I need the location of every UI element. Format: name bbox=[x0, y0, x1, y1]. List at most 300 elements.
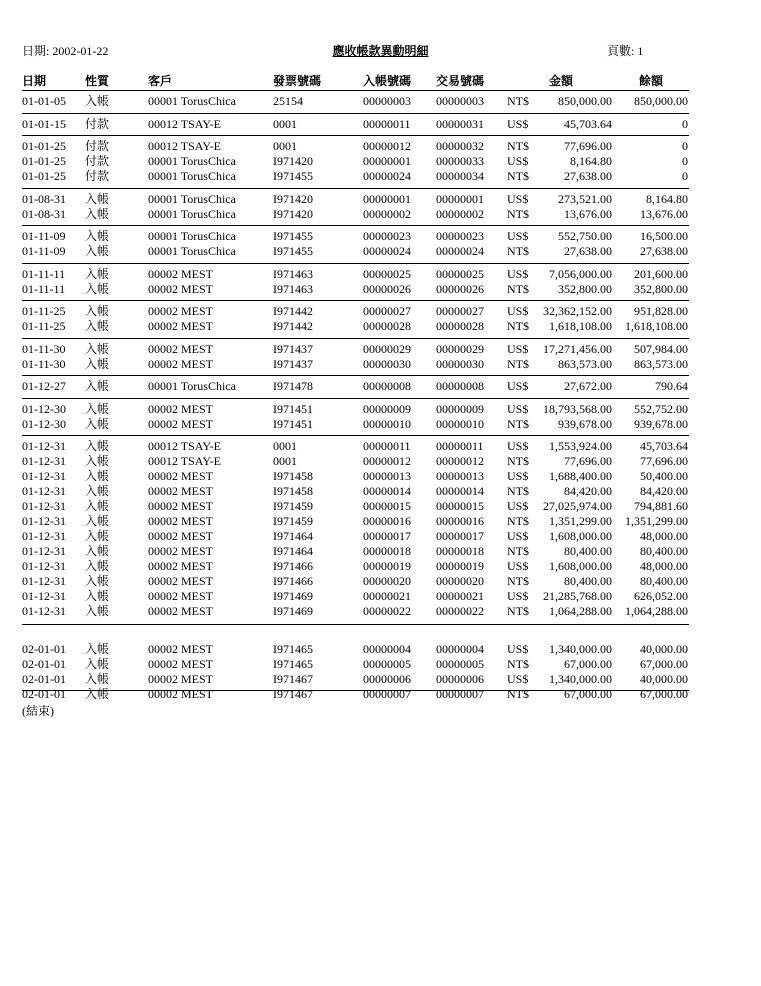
row-amount: 1,688,400.00 bbox=[549, 469, 612, 483]
row-date: 01-11-30 bbox=[22, 357, 66, 371]
row-currency: US$ bbox=[507, 267, 529, 281]
row-date: 01-08-31 bbox=[22, 207, 66, 221]
row-customer: 00002 MEST bbox=[148, 687, 214, 701]
row-date: 01-12-31 bbox=[22, 454, 66, 468]
row-type: 入帳 bbox=[85, 319, 110, 333]
column-header-amount: 金額 bbox=[549, 74, 574, 88]
row-invoice-no: 0001 bbox=[273, 139, 297, 153]
row-date: 01-11-25 bbox=[22, 304, 66, 318]
row-invoice-no: 0001 bbox=[273, 439, 297, 453]
row-entry-no: 00000010 bbox=[363, 417, 411, 431]
row-customer: 00001 TorusChica bbox=[148, 207, 236, 221]
row-date: 01-12-31 bbox=[22, 559, 66, 573]
table-row bbox=[0, 117, 761, 132]
row-transaction-no: 00000002 bbox=[436, 207, 484, 221]
table-row bbox=[0, 672, 761, 687]
header-divider bbox=[22, 90, 689, 91]
row-invoice-no: I971420 bbox=[273, 192, 313, 206]
row-transaction-no: 00000018 bbox=[436, 544, 484, 558]
row-entry-no: 00000023 bbox=[363, 229, 411, 243]
row-type: 入帳 bbox=[85, 342, 110, 356]
row-invoice-no: I971458 bbox=[273, 484, 313, 498]
row-transaction-no: 00000026 bbox=[436, 282, 484, 296]
row-amount: 21,285,768.00 bbox=[543, 589, 612, 603]
column-header-entry-no: 入帳號碼 bbox=[363, 74, 412, 88]
row-entry-no: 00000008 bbox=[363, 379, 411, 393]
row-transaction-no: 00000011 bbox=[436, 439, 484, 453]
row-transaction-no: 00000014 bbox=[436, 484, 484, 498]
row-transaction-no: 00000001 bbox=[436, 192, 484, 206]
row-date: 01-12-31 bbox=[22, 574, 66, 588]
row-date: 01-12-31 bbox=[22, 514, 66, 528]
row-customer: 00002 MEST bbox=[148, 469, 214, 483]
table-row bbox=[0, 454, 761, 469]
row-amount: 77,696.00 bbox=[564, 139, 612, 153]
row-amount: 45,703.64 bbox=[564, 117, 612, 131]
row-amount: 27,025,974.00 bbox=[543, 499, 612, 513]
row-type: 入帳 bbox=[85, 207, 110, 221]
row-invoice-no: I971466 bbox=[273, 574, 313, 588]
row-entry-no: 00000021 bbox=[363, 589, 411, 603]
row-customer: 00012 TSAY-E bbox=[148, 454, 222, 468]
table-row bbox=[0, 469, 761, 484]
row-customer: 00002 MEST bbox=[148, 529, 214, 543]
row-transaction-no: 00000009 bbox=[436, 402, 484, 416]
row-transaction-no: 00000023 bbox=[436, 229, 484, 243]
row-invoice-no: I971451 bbox=[273, 417, 313, 431]
row-transaction-no: 00000016 bbox=[436, 514, 484, 528]
column-header-type: 性質 bbox=[85, 74, 110, 88]
row-entry-no: 00000002 bbox=[363, 207, 411, 221]
row-date: 01-08-31 bbox=[22, 192, 66, 206]
row-type: 入帳 bbox=[85, 282, 110, 296]
row-currency: US$ bbox=[507, 439, 529, 453]
row-amount: 13,676.00 bbox=[564, 207, 612, 221]
row-date: 01-12-31 bbox=[22, 604, 66, 618]
row-date: 01-01-25 bbox=[22, 139, 66, 153]
row-date: 02-01-01 bbox=[22, 687, 66, 701]
row-invoice-no: I971478 bbox=[273, 379, 313, 393]
report-title: 應收帳款異動明細 bbox=[332, 44, 429, 58]
row-currency: US$ bbox=[507, 589, 529, 603]
row-customer: 00012 TSAY-E bbox=[148, 117, 222, 131]
row-currency: NT$ bbox=[507, 484, 529, 498]
row-amount: 1,608,000.00 bbox=[549, 559, 612, 573]
row-invoice-no: I971469 bbox=[273, 604, 313, 618]
row-balance: 0 bbox=[682, 169, 688, 183]
row-currency: US$ bbox=[507, 379, 529, 393]
row-invoice-no: I971469 bbox=[273, 589, 313, 603]
row-date: 01-12-31 bbox=[22, 484, 66, 498]
row-invoice-no: I971467 bbox=[273, 687, 313, 701]
row-amount: 552,750.00 bbox=[558, 229, 612, 243]
row-transaction-no: 00000021 bbox=[436, 589, 484, 603]
row-currency: US$ bbox=[507, 402, 529, 416]
row-entry-no: 00000027 bbox=[363, 304, 411, 318]
row-transaction-no: 00000027 bbox=[436, 304, 484, 318]
row-entry-no: 00000016 bbox=[363, 514, 411, 528]
table-row bbox=[0, 544, 761, 559]
row-balance: 790.64 bbox=[655, 379, 688, 393]
table-row bbox=[0, 207, 761, 222]
row-type: 付款 bbox=[85, 117, 110, 131]
row-entry-no: 00000005 bbox=[363, 657, 411, 671]
row-customer: 00002 MEST bbox=[148, 357, 214, 371]
table-row bbox=[0, 94, 761, 109]
row-currency: US$ bbox=[507, 342, 529, 356]
row-balance: 1,618,108.00 bbox=[625, 319, 688, 333]
row-type: 付款 bbox=[85, 169, 110, 183]
row-date: 01-11-30 bbox=[22, 342, 66, 356]
row-transaction-no: 00000012 bbox=[436, 454, 484, 468]
row-amount: 84,420.00 bbox=[564, 484, 612, 498]
table-row bbox=[0, 192, 761, 207]
row-date: 01-12-31 bbox=[22, 499, 66, 513]
row-invoice-no: I971437 bbox=[273, 342, 313, 356]
row-amount: 27,672.00 bbox=[564, 379, 612, 393]
row-currency: NT$ bbox=[507, 454, 529, 468]
table-row bbox=[0, 417, 761, 432]
table-row bbox=[0, 559, 761, 574]
row-currency: NT$ bbox=[507, 139, 529, 153]
column-header-customer: 客戶 bbox=[148, 74, 173, 88]
row-type: 入帳 bbox=[85, 687, 110, 701]
row-balance: 552,752.00 bbox=[634, 402, 688, 416]
row-invoice-no: I971458 bbox=[273, 469, 313, 483]
row-date: 01-11-11 bbox=[22, 282, 66, 296]
row-entry-no: 00000020 bbox=[363, 574, 411, 588]
row-currency: US$ bbox=[507, 529, 529, 543]
row-type: 入帳 bbox=[85, 589, 110, 603]
row-entry-no: 00000018 bbox=[363, 544, 411, 558]
row-entry-no: 00000001 bbox=[363, 154, 411, 168]
row-transaction-no: 00000024 bbox=[436, 244, 484, 258]
row-amount: 1,553,924.00 bbox=[549, 439, 612, 453]
row-balance: 67,000.00 bbox=[640, 657, 688, 671]
row-currency: NT$ bbox=[507, 544, 529, 558]
end-note: (結束) bbox=[22, 704, 54, 718]
row-invoice-no: I971442 bbox=[273, 319, 313, 333]
row-invoice-no: I971459 bbox=[273, 499, 313, 513]
row-type: 入帳 bbox=[85, 559, 110, 573]
row-invoice-no: I971455 bbox=[273, 169, 313, 183]
row-balance: 50,400.00 bbox=[640, 469, 688, 483]
row-balance: 84,420.00 bbox=[640, 484, 688, 498]
row-currency: NT$ bbox=[507, 169, 529, 183]
table-row bbox=[0, 642, 761, 657]
row-type: 入帳 bbox=[85, 94, 110, 108]
row-date: 01-12-31 bbox=[22, 589, 66, 603]
row-transaction-no: 00000008 bbox=[436, 379, 484, 393]
row-currency: US$ bbox=[507, 117, 529, 131]
row-date: 01-01-25 bbox=[22, 169, 66, 183]
page-number: 頁數: 1 bbox=[607, 44, 644, 58]
row-date: 01-12-31 bbox=[22, 469, 66, 483]
group-divider bbox=[22, 135, 689, 136]
row-date: 01-12-31 bbox=[22, 439, 66, 453]
row-balance: 951,828.00 bbox=[634, 304, 688, 318]
row-entry-no: 00000009 bbox=[363, 402, 411, 416]
row-invoice-no: I971464 bbox=[273, 529, 313, 543]
row-date: 02-01-01 bbox=[22, 642, 66, 656]
row-customer: 00002 MEST bbox=[148, 544, 214, 558]
row-type: 入帳 bbox=[85, 484, 110, 498]
row-transaction-no: 00000004 bbox=[436, 642, 484, 656]
row-amount: 77,696.00 bbox=[564, 454, 612, 468]
row-entry-no: 00000019 bbox=[363, 559, 411, 573]
row-type: 入帳 bbox=[85, 417, 110, 431]
row-invoice-no: I971459 bbox=[273, 514, 313, 528]
row-entry-no: 00000022 bbox=[363, 604, 411, 618]
row-balance: 77,696.00 bbox=[640, 454, 688, 468]
row-transaction-no: 00000029 bbox=[436, 342, 484, 356]
row-invoice-no: I971451 bbox=[273, 402, 313, 416]
row-type: 入帳 bbox=[85, 357, 110, 371]
row-transaction-no: 00000034 bbox=[436, 169, 484, 183]
row-currency: NT$ bbox=[507, 357, 529, 371]
group-divider bbox=[22, 435, 689, 436]
row-amount: 1,340,000.00 bbox=[549, 642, 612, 656]
row-type: 入帳 bbox=[85, 469, 110, 483]
report-date: 日期: 2002-01-22 bbox=[22, 44, 109, 58]
row-entry-no: 00000011 bbox=[363, 117, 411, 131]
row-invoice-no: I971464 bbox=[273, 544, 313, 558]
row-entry-no: 00000015 bbox=[363, 499, 411, 513]
row-currency: NT$ bbox=[507, 207, 529, 221]
table-row bbox=[0, 319, 761, 334]
row-customer: 00001 TorusChica bbox=[148, 169, 236, 183]
group-divider bbox=[22, 398, 689, 399]
row-transaction-no: 00000020 bbox=[436, 574, 484, 588]
row-date: 01-11-09 bbox=[22, 229, 66, 243]
row-entry-no: 00000028 bbox=[363, 319, 411, 333]
row-balance: 850,000.00 bbox=[634, 94, 688, 108]
row-amount: 67,000.00 bbox=[564, 657, 612, 671]
row-currency: US$ bbox=[507, 192, 529, 206]
row-entry-no: 00000029 bbox=[363, 342, 411, 356]
row-invoice-no: I971466 bbox=[273, 559, 313, 573]
row-customer: 00002 MEST bbox=[148, 574, 214, 588]
row-entry-no: 00000024 bbox=[363, 169, 411, 183]
row-invoice-no: I971420 bbox=[273, 154, 313, 168]
group-divider bbox=[22, 624, 689, 625]
row-type: 入帳 bbox=[85, 574, 110, 588]
row-currency: NT$ bbox=[507, 657, 529, 671]
row-balance: 13,676.00 bbox=[640, 207, 688, 221]
table-row bbox=[0, 154, 761, 169]
row-customer: 00001 TorusChica bbox=[148, 244, 236, 258]
row-invoice-no: I971455 bbox=[273, 229, 313, 243]
row-amount: 939,678.00 bbox=[558, 417, 612, 431]
row-transaction-no: 00000033 bbox=[436, 154, 484, 168]
row-transaction-no: 00000005 bbox=[436, 657, 484, 671]
table-row bbox=[0, 342, 761, 357]
row-type: 入帳 bbox=[85, 499, 110, 513]
row-currency: NT$ bbox=[507, 514, 529, 528]
row-transaction-no: 00000006 bbox=[436, 672, 484, 686]
row-entry-no: 00000003 bbox=[363, 94, 411, 108]
row-balance: 67,000.00 bbox=[640, 687, 688, 701]
row-entry-no: 00000017 bbox=[363, 529, 411, 543]
row-currency: NT$ bbox=[507, 687, 529, 701]
table-row bbox=[0, 402, 761, 417]
table-row bbox=[0, 514, 761, 529]
row-type: 入帳 bbox=[85, 514, 110, 528]
table-row bbox=[0, 139, 761, 154]
row-amount: 32,362,152.00 bbox=[543, 304, 612, 318]
row-amount: 80,400.00 bbox=[564, 544, 612, 558]
row-date: 01-12-30 bbox=[22, 417, 66, 431]
row-date: 01-01-25 bbox=[22, 154, 66, 168]
row-customer: 00002 MEST bbox=[148, 304, 214, 318]
table-row bbox=[0, 282, 761, 297]
row-customer: 00002 MEST bbox=[148, 672, 214, 686]
table-row bbox=[0, 244, 761, 259]
group-divider bbox=[22, 300, 689, 301]
row-currency: US$ bbox=[507, 469, 529, 483]
row-type: 入帳 bbox=[85, 529, 110, 543]
row-customer: 00002 MEST bbox=[148, 642, 214, 656]
group-divider bbox=[22, 263, 689, 264]
row-transaction-no: 00000030 bbox=[436, 357, 484, 371]
row-customer: 00002 MEST bbox=[148, 342, 214, 356]
row-currency: US$ bbox=[507, 229, 529, 243]
table-row bbox=[0, 604, 761, 619]
row-customer: 00002 MEST bbox=[148, 319, 214, 333]
row-currency: US$ bbox=[507, 154, 529, 168]
row-amount: 273,521.00 bbox=[558, 192, 612, 206]
row-customer: 00002 MEST bbox=[148, 267, 214, 281]
row-type: 入帳 bbox=[85, 672, 110, 686]
row-date: 01-12-31 bbox=[22, 529, 66, 543]
row-entry-no: 00000026 bbox=[363, 282, 411, 296]
row-transaction-no: 00000025 bbox=[436, 267, 484, 281]
row-currency: NT$ bbox=[507, 604, 529, 618]
column-header-transaction-no: 交易號碼 bbox=[436, 74, 485, 88]
row-date: 01-01-05 bbox=[22, 94, 66, 108]
column-header-invoice: 發票號碼 bbox=[273, 74, 322, 88]
row-currency: US$ bbox=[507, 304, 529, 318]
column-header-balance: 餘額 bbox=[639, 74, 664, 88]
row-invoice-no: 0001 bbox=[273, 117, 297, 131]
row-type: 入帳 bbox=[85, 544, 110, 558]
row-date: 02-01-01 bbox=[22, 657, 66, 671]
row-date: 01-11-11 bbox=[22, 267, 66, 281]
column-header-date: 日期 bbox=[22, 74, 47, 88]
row-type: 入帳 bbox=[85, 244, 110, 258]
row-type: 付款 bbox=[85, 139, 110, 153]
row-balance: 16,500.00 bbox=[640, 229, 688, 243]
row-balance: 626,052.00 bbox=[634, 589, 688, 603]
row-transaction-no: 00000022 bbox=[436, 604, 484, 618]
group-divider bbox=[22, 188, 689, 189]
row-entry-no: 00000011 bbox=[363, 439, 411, 453]
table-row bbox=[0, 229, 761, 244]
row-amount: 352,800.00 bbox=[558, 282, 612, 296]
row-customer: 00012 TSAY-E bbox=[148, 439, 222, 453]
row-date: 01-11-25 bbox=[22, 319, 66, 333]
row-type: 付款 bbox=[85, 154, 110, 168]
row-entry-no: 00000030 bbox=[363, 357, 411, 371]
row-customer: 00002 MEST bbox=[148, 417, 214, 431]
row-customer: 00002 MEST bbox=[148, 604, 214, 618]
row-amount: 1,618,108.00 bbox=[549, 319, 612, 333]
table-row bbox=[0, 357, 761, 372]
row-transaction-no: 00000010 bbox=[436, 417, 484, 431]
row-currency: US$ bbox=[507, 559, 529, 573]
row-invoice-no: I971465 bbox=[273, 657, 313, 671]
row-entry-no: 00000012 bbox=[363, 454, 411, 468]
row-customer: 00001 TorusChica bbox=[148, 379, 236, 393]
row-amount: 1,608,000.00 bbox=[549, 529, 612, 543]
row-customer: 00012 TSAY-E bbox=[148, 139, 222, 153]
row-entry-no: 00000013 bbox=[363, 469, 411, 483]
row-currency: NT$ bbox=[507, 417, 529, 431]
row-type: 入帳 bbox=[85, 454, 110, 468]
row-balance: 48,000.00 bbox=[640, 559, 688, 573]
row-type: 入帳 bbox=[85, 229, 110, 243]
row-invoice-no: 0001 bbox=[273, 454, 297, 468]
row-date: 02-01-01 bbox=[22, 672, 66, 686]
table-row bbox=[0, 574, 761, 589]
row-amount: 1,351,299.00 bbox=[549, 514, 612, 528]
table-row bbox=[0, 267, 761, 282]
row-date: 01-11-09 bbox=[22, 244, 66, 258]
row-customer: 00001 TorusChica bbox=[148, 192, 236, 206]
row-transaction-no: 00000017 bbox=[436, 529, 484, 543]
row-transaction-no: 00000032 bbox=[436, 139, 484, 153]
row-amount: 863,573.00 bbox=[558, 357, 612, 371]
row-date: 01-12-30 bbox=[22, 402, 66, 416]
row-transaction-no: 00000028 bbox=[436, 319, 484, 333]
row-transaction-no: 00000031 bbox=[436, 117, 484, 131]
row-balance: 863,573.00 bbox=[634, 357, 688, 371]
row-entry-no: 00000006 bbox=[363, 672, 411, 686]
row-invoice-no: I971463 bbox=[273, 282, 313, 296]
row-type: 入帳 bbox=[85, 402, 110, 416]
row-balance: 0 bbox=[682, 139, 688, 153]
row-customer: 00002 MEST bbox=[148, 589, 214, 603]
row-amount: 850,000.00 bbox=[558, 94, 612, 108]
row-type: 入帳 bbox=[85, 604, 110, 618]
row-currency: NT$ bbox=[507, 94, 529, 108]
row-balance: 40,000.00 bbox=[640, 642, 688, 656]
row-transaction-no: 00000015 bbox=[436, 499, 484, 513]
row-balance: 1,351,299.00 bbox=[625, 514, 688, 528]
row-amount: 1,064,288.00 bbox=[549, 604, 612, 618]
row-invoice-no: I971420 bbox=[273, 207, 313, 221]
table-row bbox=[0, 529, 761, 544]
group-divider bbox=[22, 690, 689, 691]
row-date: 01-12-27 bbox=[22, 379, 66, 393]
row-balance: 8,164.80 bbox=[646, 192, 688, 206]
row-customer: 00001 TorusChica bbox=[148, 154, 236, 168]
row-currency: US$ bbox=[507, 642, 529, 656]
row-balance: 201,600.00 bbox=[634, 267, 688, 281]
row-amount: 27,638.00 bbox=[564, 244, 612, 258]
table-row bbox=[0, 589, 761, 604]
row-type: 入帳 bbox=[85, 304, 110, 318]
table-row bbox=[0, 169, 761, 184]
row-entry-no: 00000004 bbox=[363, 642, 411, 656]
row-entry-no: 00000001 bbox=[363, 192, 411, 206]
row-date: 01-12-31 bbox=[22, 544, 66, 558]
row-type: 入帳 bbox=[85, 379, 110, 393]
row-invoice-no: I971463 bbox=[273, 267, 313, 281]
table-row bbox=[0, 484, 761, 499]
row-type: 入帳 bbox=[85, 642, 110, 656]
row-currency: NT$ bbox=[507, 244, 529, 258]
